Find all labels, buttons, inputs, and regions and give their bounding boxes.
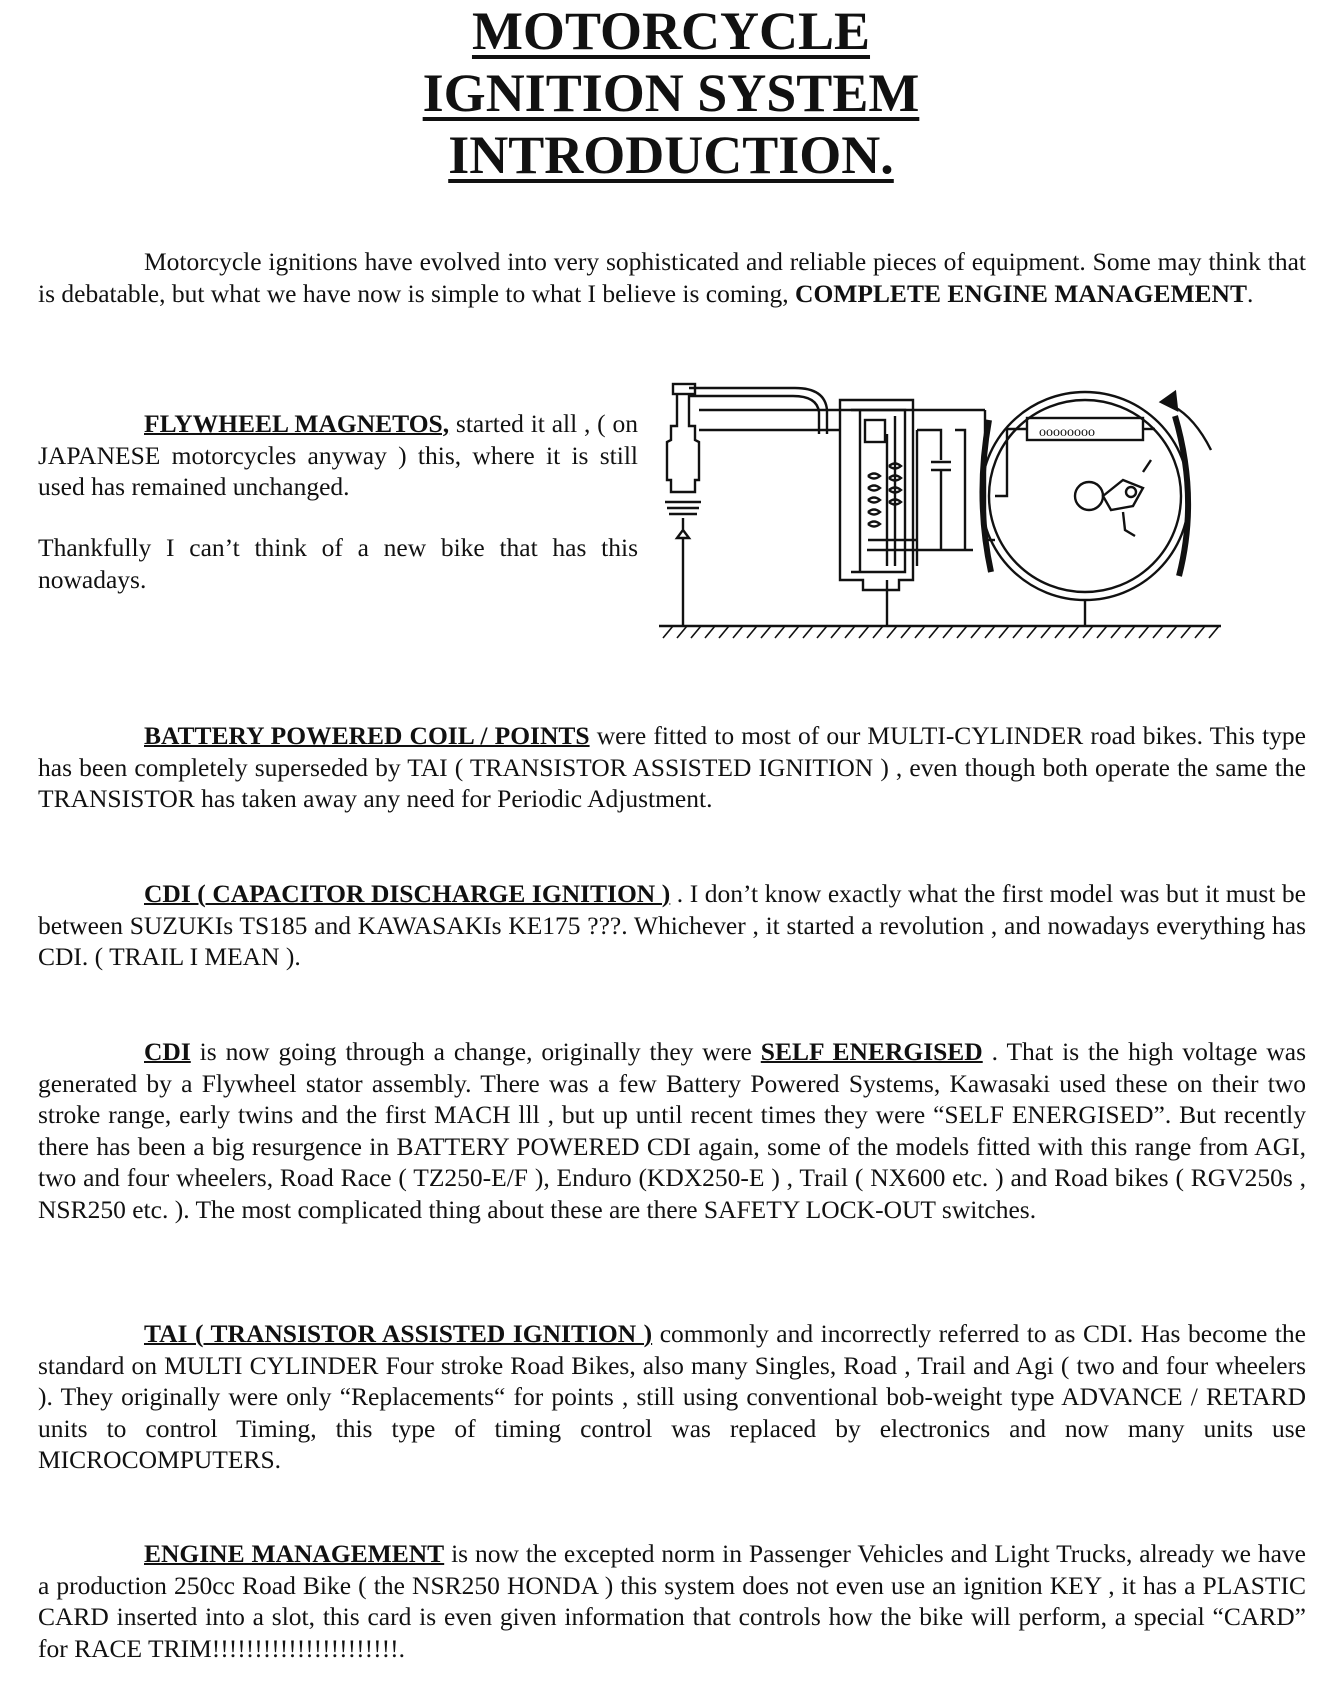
- battery-heading: BATTERY POWERED COIL / POINTS: [144, 721, 590, 750]
- flywheel-paragraph: [38, 408, 638, 503]
- magneto-ignition-diagram: [655, 380, 1225, 680]
- plug-electrode: [677, 518, 689, 538]
- engine-management-heading: ENGINE MANAGEMENT: [144, 1539, 445, 1568]
- flywheel-note-text: Thankfully I can’t think of a new bike that has this nowadays.: [38, 533, 638, 594]
- intro-paragraph: [38, 246, 1306, 309]
- cdi-change-heading: CDI: [144, 1037, 191, 1066]
- ignition-coil: [840, 400, 913, 590]
- cdi-change-text-1: is now going through a change, originally they were: [190, 1037, 761, 1066]
- flywheel-note: [38, 532, 638, 595]
- title-line-2: IGNITION SYSTEM: [422, 63, 920, 123]
- cam: [1075, 482, 1103, 510]
- flywheel-text: started it all , ( on JAPANESE motorcycles anyway ) this, where it is still used has remained unchanged.: [38, 409, 638, 501]
- cdi-intro-text: . I don’t know exactly what the first model was but it must be between SUZUKIs TS185 and KAWASAKIs KE175 ???. Whichever , it started a revolution , and nowadays everything has CDI. ( TRAIL I MEAN ).: [38, 879, 1306, 971]
- tai-text: commonly and incorrectly referred to as CDI. Has become the standard on MULTI CYLINDER Four stroke Road Bikes, also many Singles, Road , Trail and Agi ( two and four wheelers ). They originally were only “Replacements“ for points , still using conventional bob-weight type ADVANCE / RETARD units to control Timing, this type of timing control was replaced by electronics and now many units use MICROCOMPUTERS.: [38, 1319, 1306, 1474]
- battery-text: were fitted to most of our MULTI-CYLINDER road bikes. This type has been completely superseded by TAI ( TRANSISTOR ASSISTED IGNITION ) , even though both operate the same the TRANSISTOR has taken away any need for Periodic Adjustment.: [38, 721, 1306, 813]
- coil-turns-label: oooooooo: [1039, 425, 1095, 440]
- contact-breaker-points: [1103, 480, 1143, 510]
- intro-emphasis: COMPLETE ENGINE MANAGEMENT: [795, 278, 1247, 308]
- cdi-intro-paragraph: [38, 878, 1306, 973]
- tai-paragraph: [38, 1318, 1306, 1476]
- spark-plug-body: [667, 394, 699, 492]
- intro-tail: .: [1246, 278, 1254, 308]
- flywheel-heading: FLYWHEEL MAGNETOS,: [144, 409, 450, 438]
- battery-paragraph: [38, 720, 1306, 815]
- cdi-intro-heading: CDI ( CAPACITOR DISCHARGE IGNITION ): [144, 879, 671, 908]
- primary-winding: [868, 474, 880, 527]
- cdi-change-text-2: . That is the high voltage was generated by a Flywheel stator assembly. There was a few Battery Powered Systems, Kawasaki used these on their two stroke range, early twins and the first MACH lll , but up until recent times they were “SELF ENERGISED”. But recently there has been a big resurgence in BATTERY POWERED CDI again, some of the models fitted with this range from AGI, two and four wheelers, Road Race ( TZ250-E/F ), Enduro (KDX250-E ) , Trail ( NX600 etc. ) and Road bikes ( RGV250s , NSR250 etc. ). The most complicated thing about these are there SAFETY LOCK-OUT switches.: [38, 1037, 1307, 1224]
- page-title: [0, 0, 1342, 186]
- title-line-3: INTRODUCTION.: [448, 125, 894, 185]
- tai-heading: TAI ( TRANSISTOR ASSISTED IGNITION ): [144, 1319, 653, 1348]
- engine-management-paragraph: [38, 1538, 1306, 1664]
- title-line-1: MOTORCYCLE: [471, 1, 871, 61]
- engine-management-text: is now the excepted norm in Passenger Vehicles and Light Trucks, already we have a production 250cc Road Bike ( the NSR250 HONDA ) this system does not even use an ignition KEY , it has a PLASTIC CARD inserted into a slot, this card is even given information that controls how the bike will perform, a special “CARD” for RACE TRIM!!!!!!!!!!!!!!!!!!!!!!.: [38, 1539, 1306, 1663]
- flywheel-rotor: [981, 392, 1189, 600]
- intro-text: Motorcycle ignitions have evolved into very sophisticated and reliable pieces of equipment. Some may think that is debatable, but what we have now is simple to what I believe is coming,: [38, 247, 1306, 308]
- self-energised-heading: SELF ENERGISED: [760, 1037, 983, 1066]
- ground-hatching: [663, 626, 1219, 638]
- cdi-change-paragraph: [38, 1036, 1306, 1225]
